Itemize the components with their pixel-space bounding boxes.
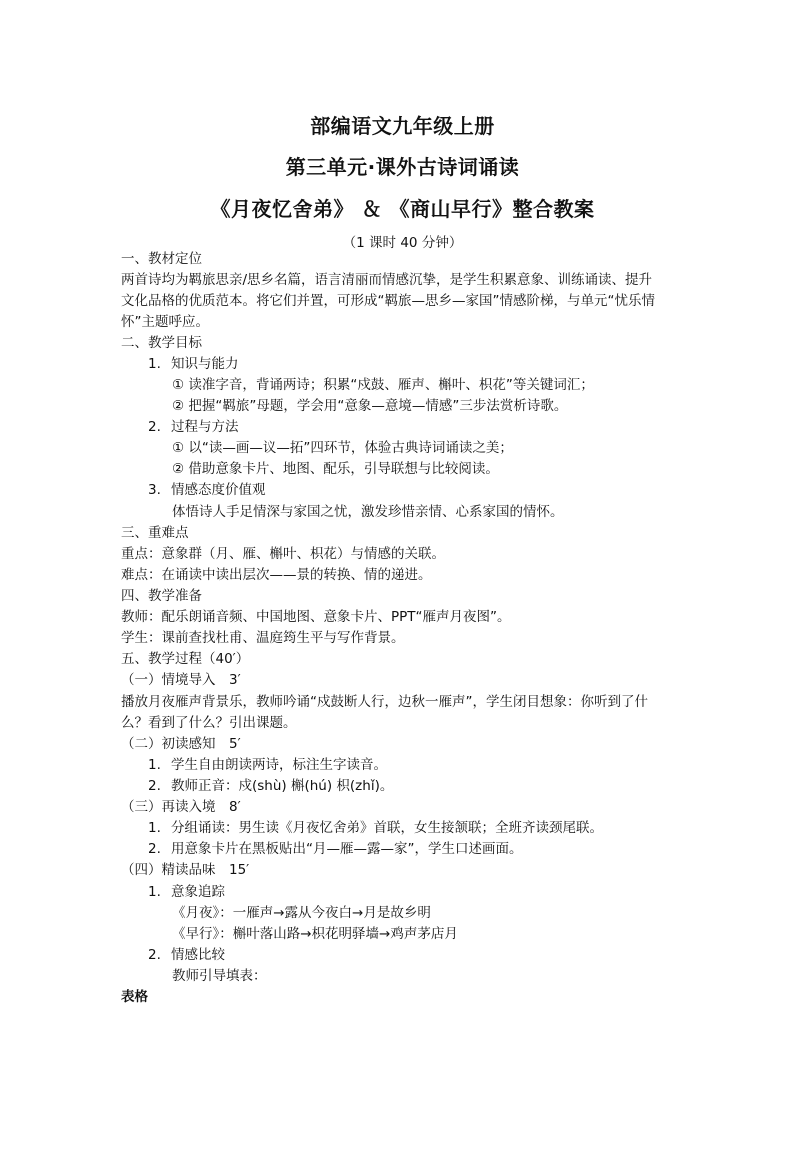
objective-2-sub1: ① 以“读—画—议—拓”四环节，体验古典诗词诵读之美；	[172, 440, 513, 456]
part2-item1	[148, 755, 387, 776]
key-point: 重点：意象群（月、雁、槲叶、枳花）与情感的关联。	[121, 546, 445, 562]
objective-3-num: 3.	[148, 482, 161, 498]
part2-item2	[148, 776, 393, 797]
part3-item2	[148, 839, 523, 860]
teacher-prep: 教师：配乐朗诵音频、中国地图、意象卡片、PPT“雁声月夜图”。	[121, 609, 511, 625]
objective-3	[148, 480, 266, 501]
objective-2-sub2: ② 借助意象卡片、地图、配乐，引导联想与比较阅读。	[172, 461, 499, 477]
section2-heading: 二、教学目标	[121, 335, 202, 351]
part4-item1-num: 1.	[148, 884, 161, 900]
part4-item2-num: 2.	[148, 947, 161, 963]
part1-para-line2: 么？看到了什么？引出课题。	[121, 715, 297, 731]
part4-heading: （四）精读品味 15′	[121, 862, 250, 878]
part3-heading: （三）再读入境 8′	[121, 799, 241, 815]
part4-item2	[148, 945, 225, 966]
part4-item2-sub1: 教师引导填表：	[172, 968, 267, 984]
part3-item2-num: 2.	[148, 841, 161, 857]
section4-heading: 四、教学准备	[121, 588, 202, 604]
objective-3-label: 情感态度价值观	[171, 482, 266, 498]
part1-heading: （一）情境导入 3′	[121, 672, 241, 688]
objective-1-sub2: ② 把握“羁旅”母题，学会用“意象—意境—情感”三步法赏析诗歌。	[172, 398, 568, 414]
objective-1-num: 1.	[148, 356, 161, 372]
doc-duration: （1 课时 40 分钟）	[342, 235, 463, 251]
difficult-point: 难点：在诵读中读出层次——景的转换、情的递进。	[121, 567, 432, 583]
part2-item1-num: 1.	[148, 757, 161, 773]
part3-item1	[148, 818, 603, 839]
part2-item2-num: 2.	[148, 778, 161, 794]
doc-title-line1: 部编语文九年级上册	[310, 114, 495, 138]
imagery-trace-zaoxing: 《早行》：槲叶落山路→枳花明驿墙→鸡声茅店月	[172, 926, 458, 942]
section1-para-line2: 文化品格的优质范本。将它们并置，可形成“羁旅—思乡—家国”情感阶梯，与单元“忧乐情	[121, 293, 655, 309]
imagery-trace-yueye: 《月夜》：一雁声→露从今夜白→月是故乡明	[172, 905, 431, 921]
part2-heading: （二）初读感知 5′	[121, 736, 241, 752]
section1-para-line1: 两首诗均为羁旅思亲/思乡名篇，语言清丽而情感沉挚，是学生积累意象、训练诵读、提升	[121, 272, 653, 288]
part4-item1-label: 意象追踪	[171, 884, 225, 900]
part3-item1-text: 分组诵读：男生读《月夜忆舍弟》首联，女生接颔联；全班齐读颈尾联。	[171, 820, 603, 836]
objective-2-label: 过程与方法	[171, 419, 239, 435]
doc-title-line2: 第三单元·课外古诗词诵读	[285, 155, 520, 179]
part4-item2-label: 情感比较	[171, 947, 225, 963]
objective-1	[148, 354, 239, 375]
part1-para-line1: 播放月夜雁声背景乐，教师吟诵“戍鼓断人行，边秋一雁声”，学生闭目想象：你听到了什	[121, 694, 648, 710]
objective-2	[148, 417, 239, 438]
section1-para-line3: 怀”主题呼应。	[121, 314, 209, 330]
objective-2-num: 2.	[148, 419, 161, 435]
part3-item1-num: 1.	[148, 820, 161, 836]
part3-item2-text: 用意象卡片在黑板贴出“月—雁—露—家”，学生口述画面。	[171, 841, 523, 857]
objective-1-label: 知识与能力	[171, 356, 239, 372]
objective-1-sub1: ① 读准字音，背诵两诗；积累“戍鼓、雁声、槲叶、枳花”等关键词汇；	[172, 377, 594, 393]
part4-item1	[148, 882, 225, 903]
part2-item1-text: 学生自由朗读两诗，标注生字读音。	[171, 757, 387, 773]
objective-3-sub1: 体悟诗人手足情深与家国之忧，激发珍惜亲情、心系家国的情怀。	[172, 504, 564, 520]
table-label: 表格	[121, 989, 148, 1005]
section3-heading: 三、重难点	[121, 525, 189, 541]
doc-title-line3: 《月夜忆舍弟》 ＆ 《商山早行》整合教案	[210, 197, 595, 221]
student-prep: 学生：课前查找杜甫、温庭筠生平与写作背景。	[121, 630, 405, 646]
section5-heading: 五、教学过程（40′）	[121, 651, 250, 667]
section1-heading: 一、教材定位	[121, 251, 202, 267]
part2-item2-text: 教师正音：戍(shù) 槲(hú) 枳(zhǐ)。	[171, 778, 394, 794]
